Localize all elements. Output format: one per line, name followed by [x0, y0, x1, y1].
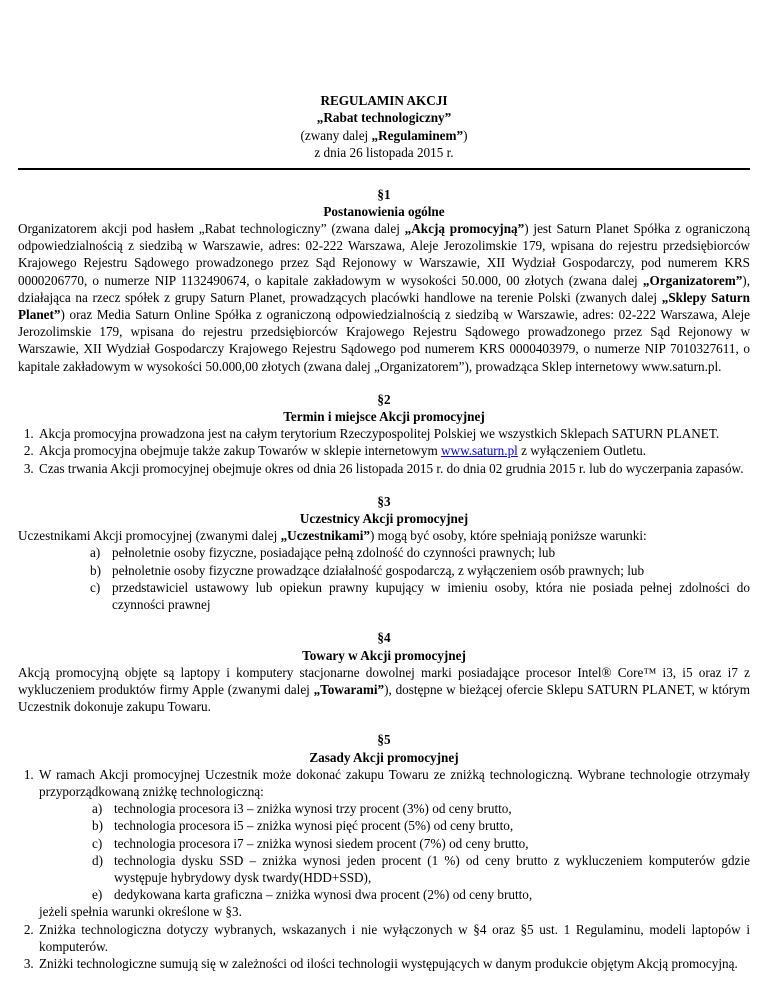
- section-5-list: [18, 766, 750, 972]
- document-page: [18, 0, 750, 972]
- section-5-item-2: 2. Zniżka technologiczna dotyczy wybranych, wskazanych i nie wyłączonych w §4 oraz §5 ust. 1 Regulaminu, modeli laptopów i komputerów.: [37, 921, 750, 955]
- document-title: REGULAMIN AKCJI: [320, 93, 448, 108]
- section-1-title: Postanowienia ogólne: [323, 203, 445, 219]
- section-3-conditions: [18, 544, 750, 613]
- section-5-title: Zasady Akcji promocyjnej: [309, 749, 459, 765]
- section-5-item-1: 1. W ramach Akcji promocyjnej Uczestnik może dokonać zakupu Towaru ze zniżką technologiczną. Wybrane technologie otrzymały przyporządkowaną zniżkę technologiczną: a) technologia procesora i3 – zniżka wynosi trzy procent (3%) od ceny brutto, b) technologia procesora i5 – zniżka wynosi pięć procent (5%) od ceny brutto, c) technologia procesora i7 – zniżka wynosi siedem procent (7%) od ceny brutto, d) technologia dysku SSD – zniżka wynosi jeden procent (1 %) od ceny brutto z wykluczeniem komputerów gdzie występuje hybrydowy dysk twardy(HDD+SSD), e) dedykowana karta graficzna – zniżka wynosi dwa procent (2%) od ceny brutto, jeżeli spełnia warunki określone w §3.: [37, 766, 750, 921]
- list-item: b) pełnoletnie osoby fizyczne prowadzące działalność gospodarczą, z wyłączeniem osób prawnych; lub: [90, 562, 645, 578]
- discount-list: [39, 800, 750, 903]
- section-3-title: Uczestnicy Akcji promocyjnej: [299, 511, 469, 527]
- list-item: c) technologia procesora i7 – zniżka wynosi siedem procent (7%) od ceny brutto,: [92, 835, 529, 851]
- saturn-link[interactable]: www.saturn.pl: [441, 443, 518, 459]
- section-2-item-2: 2. Akcja promocyjna obejmuje także zakup Towarów w sklepie internetowym www.saturn.pl z wyłączeniem Outletu.: [37, 442, 750, 459]
- header-divider: [18, 168, 750, 170]
- section-3-number: §3: [377, 493, 391, 509]
- list-item: e) dedykowana karta graficzna – zniżka wynosi dwa procent (2%) od ceny brutto,: [92, 887, 533, 903]
- section-1-number: §1: [377, 186, 391, 202]
- section-4-number: §4: [377, 630, 391, 646]
- section-5-number: §5: [377, 732, 391, 748]
- document-date: z dnia 26 listopada 2015 r.: [314, 145, 454, 161]
- section-3-intro: Uczestnikami Akcji promocyjnej (zwanymi dalej „Uczestnikami”) mogą być osoby, które spełniają poniższe warunki:: [18, 528, 647, 544]
- list-item: c) przedstawiciel ustawowy lub opiekun prawny kupujący w imieniu osoby, która nie posiada pełnej zdolności do czynności prawnej: [90, 579, 750, 613]
- list-item: a) pełnoletnie osoby fizyczne, posiadające pełną zdolność do czynności prawnych; lub: [90, 545, 556, 561]
- list-item: d) technologia dysku SSD – zniżka wynosi jeden procent (1 %) od ceny brutto z wykluczeniem komputerów gdzie występuje hybrydowy dysk twardy(HDD+SSD),: [92, 852, 750, 885]
- document-header: [18, 92, 750, 162]
- section-4-title: Towary w Akcji promocyjnej: [302, 647, 466, 663]
- section-1-paragraph: Organizatorem akcji pod hasłem „Rabat technologiczny” (zwana dalej „Akcją promocyjną”) jest Saturn Planet Spółka z ograniczoną odpowiedzialnością z siedzibą w Warszawie, adres: 02-222 Warszawa, Aleje Jerozolimskie 179, wpisana do rejestru przedsiębiorców Krajowego Rejestru Sądowego prowadzonego przez Sąd Rejonowy w Warszawie, XII Wydział Gospodarczy, pod numerem KRS 0000206770, o numerze NIP 1132490674, o kapitale zakładowym w wysokości 50.000, 00 złotych (zwana dalej „Organizatorem”), działająca na rzecz spółek z grupy Saturn Planet, prowadzących placówki handlowe na terenie Polski (zwanych dalej „Sklepy Saturn Planet”) oraz Media Saturn Online Spółka z ograniczoną odpowiedzialnością z siedzibą w Warszawie, adres: 02-222 Warszawa, Aleje Jerozolimskie 179, wpisana do rejestru przedsiębiorców Krajowego Rejestru Sądowego prowadzonego przez Sąd Rejonowy w Warszawie, XII Wydział Gospodarczy Krajowego Rejestru Sądowego pod numerem KRS 0000403979, o numerze NIP 7010327611, o kapitale zakładowym w wysokości 50.000,00 złotych (zwana dalej „Organizatorem”), prowadząca Sklep internetowy www.saturn.pl.: [18, 221, 750, 374]
- action-name: „Rabat technologiczny”: [316, 110, 452, 126]
- section-5-item-3: 3. Zniżki technologiczne sumują się w zależności od ilości technologii występujących w danym produkcie objętym Akcją promocyjną.: [37, 955, 750, 972]
- list-item: b) technologia procesora i5 – zniżka wynosi pięć procent (5%) od ceny brutto,: [92, 818, 514, 834]
- section-2-title: Termin i miejsce Akcji promocyjnej: [283, 409, 485, 425]
- section-2-item-1: 1. Akcja promocyjna prowadzona jest na całym terytorium Rzeczypospolitej Polskiej we wszystkich Sklepach SATURN PLANET.: [37, 425, 750, 442]
- section-5-item-1-condition: jeżeli spełnia warunki określone w §3.: [39, 904, 242, 920]
- section-2-item-3: 3. Czas trwania Akcji promocyjnej obejmuje okres od dnia 26 listopada 2015 r. do dnia 02 grudnia 2015 r. lub do wyczerpania zapasów.: [37, 460, 750, 477]
- list-item: a) technologia procesora i3 – zniżka wynosi trzy procent (3%) od ceny brutto,: [92, 801, 512, 817]
- section-2-number: §2: [377, 391, 391, 407]
- called-line: (zwany dalej „Regulaminem”): [300, 127, 468, 143]
- section-4-paragraph: Akcją promocyjną objęte są laptopy i komputery stacjonarne dowolnej marki posiadające procesor Intel® Core™ i3, i5 oraz i7 z wykluczeniem produktów firmy Apple (zwanymi dalej „Towarami”), dostępne w bieżącej ofercie Sklepu SATURN PLANET, w którym Uczestnik dokonuje zakupu Towaru.: [18, 664, 750, 715]
- section-2-list: [18, 425, 750, 477]
